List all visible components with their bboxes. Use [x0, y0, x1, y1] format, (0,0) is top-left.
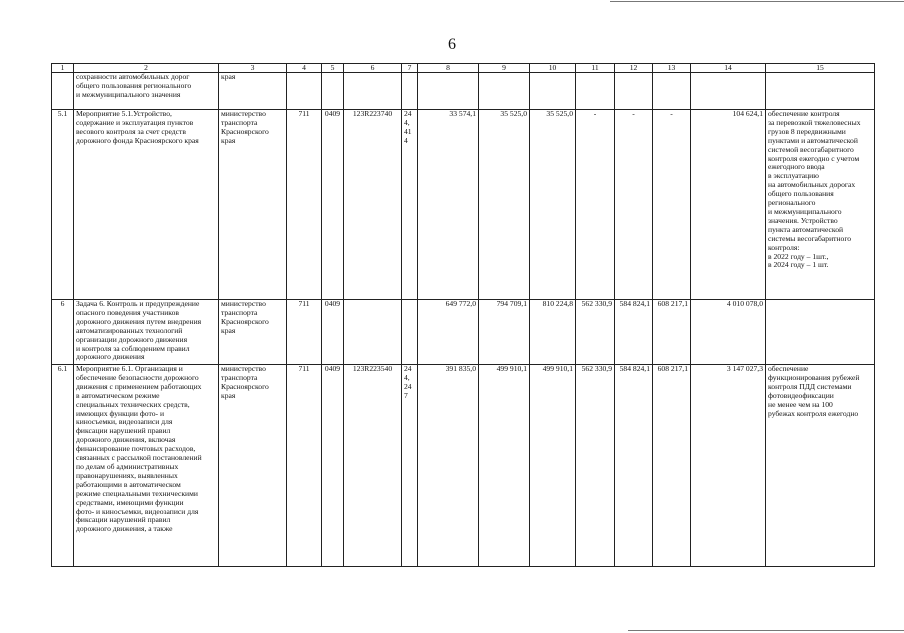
grbs-code — [287, 73, 322, 110]
responsible-org: министерство транспорта Красноярского края — [219, 300, 287, 365]
amount-col11: 562 330,9 — [576, 300, 615, 365]
column-number: 12 — [615, 64, 653, 73]
grbs-code: 711 — [287, 365, 322, 567]
column-number: 3 — [219, 64, 287, 73]
responsible-org: министерство транспорта Красноярского края — [219, 110, 287, 300]
expected-result: обеспечение функционирования рубежей контроля ПДД системами фотовидеофиксации не менее чем на 100 рубежах контроля ежегодно — [766, 365, 875, 567]
amount-col10 — [530, 73, 576, 110]
amount-col11: - — [576, 110, 615, 300]
amount-col13 — [653, 73, 691, 110]
measure-name: Задача 6. Контроль и предупреждение опасного поведения участников дорожного движения путем внедрения автоматизированных технологий организации дорожного движения и контроля за соблюдением правил дорожного движения — [74, 300, 219, 365]
table-row — [52, 73, 875, 110]
amount-col11 — [576, 73, 615, 110]
expense-type — [402, 73, 418, 110]
column-number: 15 — [766, 64, 875, 73]
amount-total: 4 010 078,0 — [691, 300, 766, 365]
amount-col12 — [615, 73, 653, 110]
row-number — [52, 73, 74, 110]
column-number: 13 — [653, 64, 691, 73]
expense-type — [402, 300, 418, 365]
expected-result — [766, 300, 875, 365]
responsible-org: министерство транспорта Красноярского края — [219, 365, 287, 567]
target-article — [344, 73, 402, 110]
expected-result — [766, 73, 875, 110]
column-number: 8 — [418, 64, 479, 73]
section-code — [322, 73, 344, 110]
responsible-org: края — [219, 73, 287, 110]
table-row — [52, 110, 875, 300]
column-number: 4 — [287, 64, 322, 73]
amount-col13: 608 217,1 — [653, 300, 691, 365]
column-number: 2 — [74, 64, 219, 73]
column-number: 6 — [344, 64, 402, 73]
target-article: 123R223540 — [344, 365, 402, 567]
amount-col13: - — [653, 110, 691, 300]
target-article: 123R223740 — [344, 110, 402, 300]
amount-col10: 810 224,8 — [530, 300, 576, 365]
amount-total — [691, 73, 766, 110]
amount-col8: 33 574,1 — [418, 110, 479, 300]
section-code: 0409 — [322, 365, 344, 567]
column-number-row — [52, 64, 875, 73]
section-code: 0409 — [322, 110, 344, 300]
amount-col8 — [418, 73, 479, 110]
row-number: 6.1 — [52, 365, 74, 567]
table-row — [52, 365, 875, 567]
measure-name: Мероприятие 6.1. Организация и обеспечение безопасности дорожного движения с применением работающих в автоматическом режиме специальных технических средств, имеющих функции фото- и киносъемки, видеозаписи для фиксации нарушений правил дорожного движения, включая финансирование почтовых расходов, связанных с рассылкой постановлений по делам об административных правонарушениях, выявленных работающими в автоматическом режиме специальными техническими средствами, имеющими функции фото- и киносъемки, видеозаписи для фиксации нарушений правил дорожного движения, а также — [74, 365, 219, 567]
target-article — [344, 300, 402, 365]
page-number: 6 — [448, 36, 456, 53]
expense-type: 244, 414 — [402, 110, 418, 300]
column-number: 10 — [530, 64, 576, 73]
amount-total: 104 624,1 — [691, 110, 766, 300]
amount-col8: 649 772,0 — [418, 300, 479, 365]
expense-type: 244, 247 — [402, 365, 418, 567]
amount-total: 3 147 027,3 — [691, 365, 766, 567]
amount-col9 — [479, 73, 530, 110]
amount-col9: 794 709,1 — [479, 300, 530, 365]
amount-col12: 584 824,1 — [615, 300, 653, 365]
column-number: 7 — [402, 64, 418, 73]
amount-col10: 35 525,0 — [530, 110, 576, 300]
grbs-code: 711 — [287, 300, 322, 365]
measure-name: сохранности автомобильных дорог общего пользования регионального и межмуниципального значения — [74, 73, 219, 110]
column-number: 9 — [479, 64, 530, 73]
measure-name: Мероприятие 5.1.Устройство, содержание и эксплуатация пунктов весового контроля за счет средств дорожного фонда Красноярского края — [74, 110, 219, 300]
column-number: 1 — [52, 64, 74, 73]
amount-col12: 584 824,1 — [615, 365, 653, 567]
expected-result: обеспечение контроля за перевозкой тяжеловесных грузов 8 передвижными пунктами и автоматической системой весогабаритного контроля ежегодно с учетом ежегодного ввода в эксплуатацию на автомобильных дорогах общего пользования регионального и межмуниципального значения. Устройство пункта автоматической системы весогабаритного контроля: в 2022 году – 1шт., в 2024 году – 1 шт. — [766, 110, 875, 300]
amount-col8: 391 835,0 — [418, 365, 479, 567]
amount-col13: 608 217,1 — [653, 365, 691, 567]
grbs-code: 711 — [287, 110, 322, 300]
amount-col12: - — [615, 110, 653, 300]
program-table — [51, 63, 875, 567]
amount-col11: 562 330,9 — [576, 365, 615, 567]
table-row — [52, 300, 875, 365]
amount-col9: 499 910,1 — [479, 365, 530, 567]
amount-col9: 35 525,0 — [479, 110, 530, 300]
row-number: 5.1 — [52, 110, 74, 300]
column-number: 14 — [691, 64, 766, 73]
row-number: 6 — [52, 300, 74, 365]
scan-top-line — [610, 1, 904, 2]
section-code: 0409 — [322, 300, 344, 365]
scan-bottom-line — [628, 630, 904, 631]
amount-col10: 499 910,1 — [530, 365, 576, 567]
column-number: 11 — [576, 64, 615, 73]
column-number: 5 — [322, 64, 344, 73]
